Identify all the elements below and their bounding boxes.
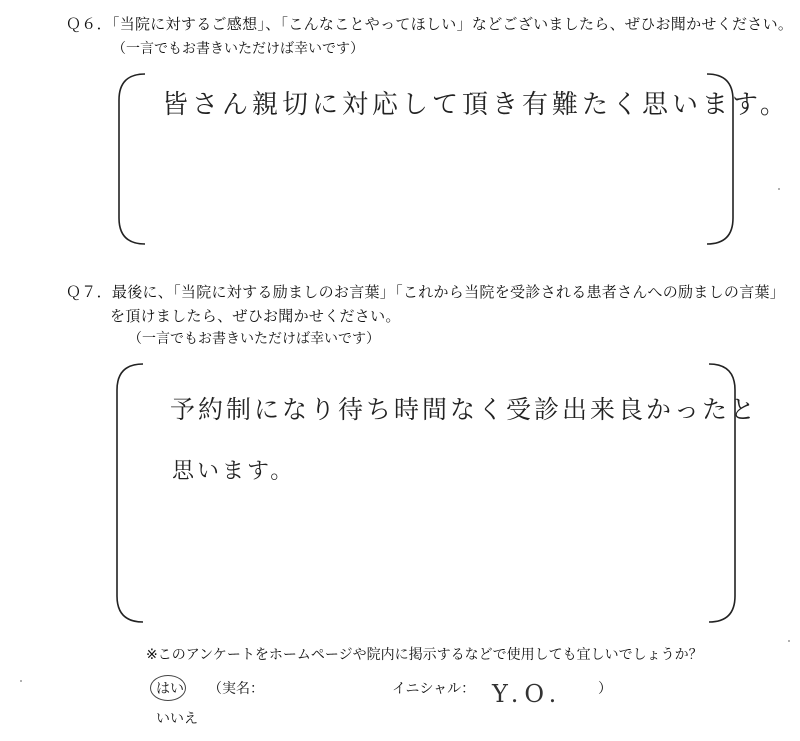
q7-note: （一言でもお書きいただけば幸いです）	[128, 331, 380, 347]
q6-question: Ｑ６．「当院に対するご感想」、「こんなことやってほしい」などございましたら、ぜひお聞かせください。	[66, 15, 794, 33]
consent-question: ※このアンケートをホームページや院内に掲示するなどで使用しても宜しいでしょうか？	[146, 647, 703, 663]
realname-label: （実名：	[208, 681, 264, 697]
q7-handwritten-answer-line2: 思います。	[172, 459, 296, 484]
q7-handwritten-answer-line1: 予約制になり待ち時間なく受診出来良かったと	[170, 395, 759, 424]
scan-speck	[778, 188, 780, 190]
initials-label: イニシャル：	[392, 681, 476, 697]
q7-question-line1: Ｑ７．最後に、「当院に対する励ましのお言葉」「これから当院を受診される患者さんへの励ましの言葉」	[66, 283, 786, 301]
scan-speck	[788, 640, 790, 642]
scan-speck	[20, 680, 22, 682]
option-yes[interactable]: はい	[156, 681, 184, 697]
q7-question-line2: を頂けましたら、ぜひお聞かせください。	[110, 307, 401, 325]
close-paren: ）	[598, 681, 612, 697]
q6-handwritten-answer: 皆さん親切に対応して頂き有難たく思います。	[162, 90, 790, 120]
option-no[interactable]: いいえ	[156, 711, 198, 727]
initials-handwritten-value: Y.O.	[492, 680, 563, 708]
q6-note: （一言でもお書きいただけば幸いです）	[112, 41, 364, 57]
